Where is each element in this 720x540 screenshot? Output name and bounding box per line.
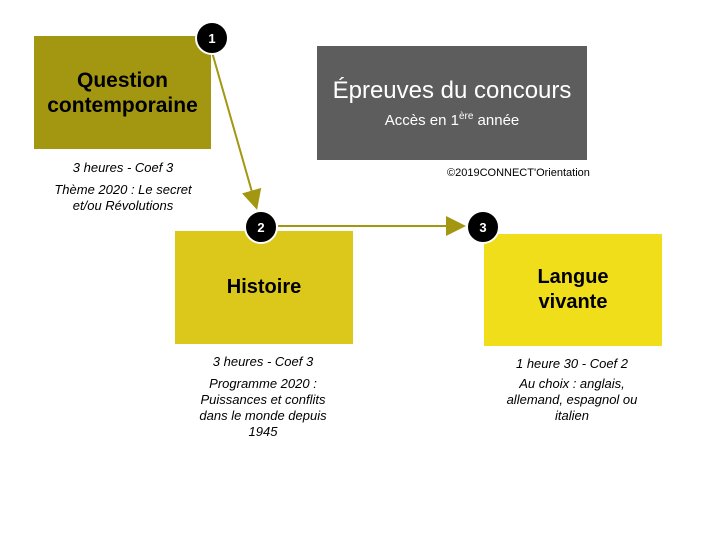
subtitle-suffix: année [473,111,520,129]
step3-detail-line3: italien [555,408,589,423]
step-number-badge-1: 1 [195,21,229,55]
step-histoire-box [175,231,353,344]
step1-label-line1: Question [76,68,168,92]
step1-detail-line1: Thème 2020 : Le secret [54,182,192,197]
step2-duration: 3 heures - Coef 3 [212,354,314,369]
step2-detail-line3: dans le monde depuis [199,408,327,423]
arrow-1-to-2 [212,52,256,206]
step1-detail [38,182,208,214]
step3-label-line1: Langue [537,266,609,288]
step2-label: Histoire [226,276,302,298]
subtitle-superscript: ère [458,110,474,122]
subtitle-prefix: Accès en 1 [384,111,459,129]
step-number-badge-2: 2 [244,210,278,244]
step3-label-line2: vivante [538,291,608,313]
page-subtitle [385,107,520,130]
step2-detail [183,376,343,440]
step1-duration: 3 heures - Coef 3 [72,160,174,175]
title-box [317,46,587,160]
step2-detail-line2: Puissances et conflits [200,392,326,407]
step3-duration: 1 heure 30 - Coef 2 [515,356,629,371]
step-question-contemporaine-box [34,36,211,149]
page-title: Épreuves du concours [332,76,572,104]
step3-detail-line2: allemand, espagnol ou [506,392,638,407]
step3-detail [487,376,657,424]
step1-label-line2: contemporaine [47,93,198,117]
copyright-notice: ©2019CONNECT'Orientation [447,167,590,179]
step2-detail-line4: 1945 [248,424,278,439]
step2-detail-line1: Programme 2020 : [209,376,317,391]
step3-detail-line1: Au choix : anglais, [519,376,625,391]
step-langue-vivante-box [484,234,662,346]
step1-detail-line2: et/ou Révolutions [72,198,174,213]
step-number-badge-3: 3 [466,210,500,244]
